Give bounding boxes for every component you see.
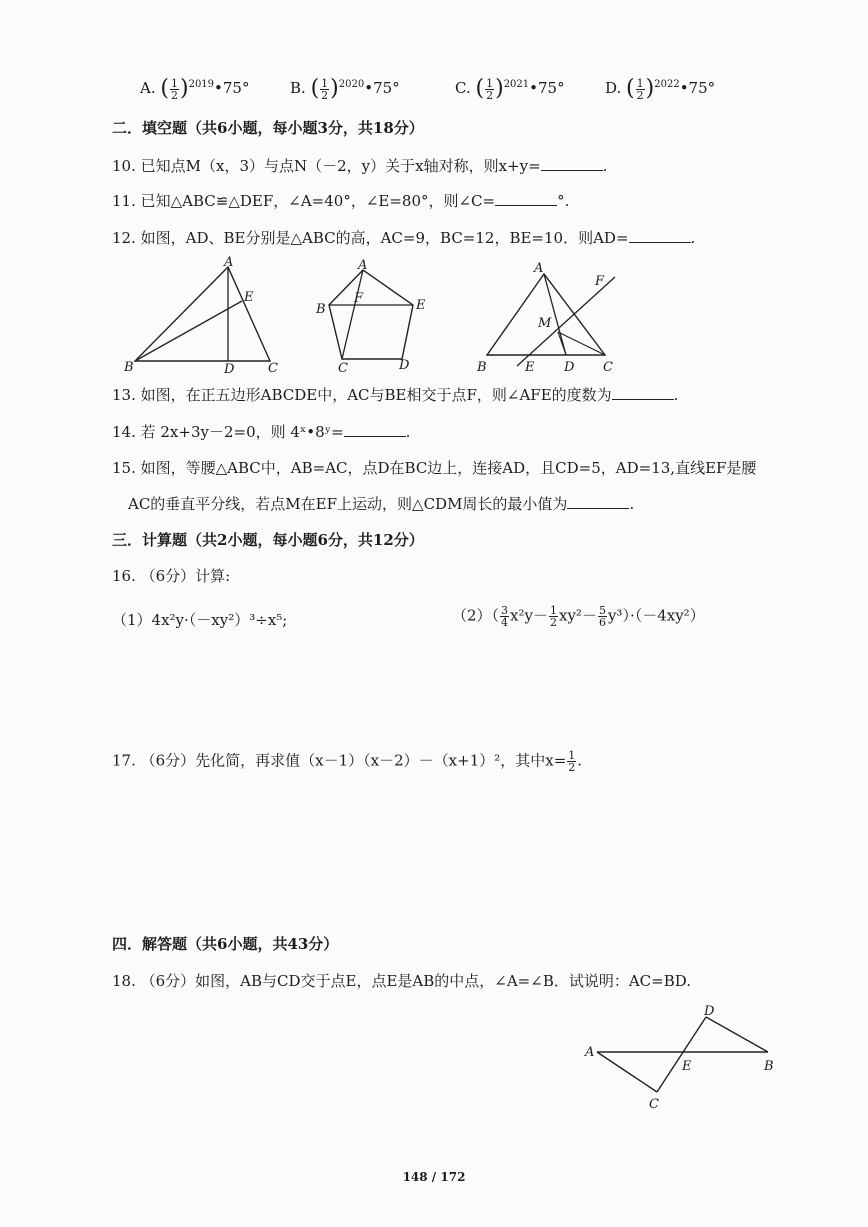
label-A: A <box>534 261 544 276</box>
question-text: 12. 如图，AD、BE分别是△ABC的高，AC=9，BC=12，BE=10．则AD= <box>112 229 629 247</box>
option-label: A. <box>140 79 156 97</box>
fraction: $\frac{1}{2}$ <box>321 76 329 102</box>
option-c: C. ( $\frac{1}{2}$ )$^{2021}$•75° <box>455 76 565 102</box>
label-D: D <box>564 360 575 375</box>
label-D: D <box>704 1004 715 1019</box>
option-tail: •75° <box>529 79 565 97</box>
option-tail: •75° <box>364 79 400 97</box>
question-11 <box>112 191 569 211</box>
option-label: B. <box>290 79 306 97</box>
label-D: D <box>224 362 235 377</box>
label-M: M <box>538 316 552 331</box>
section-title: 四．解答题（共6小题，共43分） <box>112 935 339 953</box>
label-A: A <box>224 255 234 270</box>
exponent: 2020 <box>338 79 365 90</box>
label-B: B <box>764 1059 774 1074</box>
term: y³）·（－4xy²） <box>607 606 705 625</box>
label-C: C <box>649 1097 659 1112</box>
option-tail: •75° <box>214 79 250 97</box>
option-tail: •75° <box>679 79 716 97</box>
fraction: $\frac{1}{2}$ <box>568 749 576 774</box>
section-title: 二．填空题（共6小题，每小题3分，共18分） <box>112 119 424 137</box>
option-d: D. ( $\frac{1}{2}$ )$^{2022}$•75° <box>605 76 716 102</box>
option-b: B. ( $\frac{1}{2}$ )$^{2020}$•75° <box>290 76 400 102</box>
question-text: 14. 若 2x+3y－2=0，则 4ˣ•8ʸ= <box>112 423 344 441</box>
fraction: $\frac{1}{2}$ <box>170 76 178 102</box>
question-15-line2 <box>128 494 634 514</box>
answer-blank[interactable] <box>344 422 406 437</box>
option-label: C. <box>455 79 471 97</box>
label-D: D <box>399 358 410 373</box>
question-12 <box>112 228 695 248</box>
label-B: B <box>477 360 487 375</box>
label-C: C <box>268 361 278 376</box>
question-end: . <box>690 229 696 247</box>
question-16: 16. （6分）计算: <box>112 567 231 585</box>
label-E: E <box>525 360 535 375</box>
label-C: C <box>603 360 613 375</box>
question-15-line1: 15. 如图，等腰△ABC中，AB=AC，点D在BC边上，连接AD，且CD=5，AD=13,直线EF是腰 <box>112 459 757 477</box>
part-head: （2）（ <box>452 606 500 625</box>
figure-pentagon <box>305 255 435 380</box>
question-end: °. <box>557 192 570 210</box>
question-text: 17. （6分）先化简，再求值（x－1）（x－2）－（x+1）²，其中x= <box>112 751 567 770</box>
fraction: $\frac{1}{2}$ <box>486 76 494 102</box>
question-end: . <box>673 386 679 404</box>
question-text: 10. 已知点M（x，3）与点N（－2，y）关于x轴对称，则x+y= <box>112 157 541 175</box>
question-16-part2 <box>452 605 705 628</box>
label-E: E <box>416 298 426 313</box>
figure-crossing-segments <box>575 1000 785 1115</box>
answer-blank[interactable] <box>495 191 557 206</box>
figure-triangle-heights <box>120 255 290 380</box>
option-a: A. ( $\frac{1}{2}$ )$^{2019}$•75° <box>140 76 250 102</box>
exponent: 2021 <box>503 79 530 90</box>
term: x²y－ <box>510 606 548 625</box>
fraction: $\frac{1}{2}$ <box>550 604 557 629</box>
label-B: B <box>316 302 326 317</box>
term: xy²－ <box>559 606 597 625</box>
question-18: 18. （6分）如图，AB与CD交于点E，点E是AB的中点，∠A=∠B．试说明：AC=BD. <box>112 972 692 990</box>
question-end: . <box>577 751 583 770</box>
question-text: AC的垂直平分线，若点M在EF上运动，则△CDM周长的最小值为 <box>128 495 568 513</box>
label-B: B <box>124 360 134 375</box>
exponent: 2019 <box>188 79 215 90</box>
answer-blank[interactable] <box>541 156 603 171</box>
question-end: . <box>405 423 411 441</box>
label-A: A <box>358 258 368 273</box>
question-text: 13. 如图，在正五边形ABCDE中，AC与BE相交于点F，则∠AFE的度数为 <box>112 386 612 404</box>
fraction: $\frac{5}{6}$ <box>598 604 606 629</box>
question-16-part1: （1）4x²y·（－xy²）³÷x⁵; <box>112 611 288 629</box>
question-end: . <box>602 157 608 175</box>
question-text: 11. 已知△ABC≌△DEF，∠A=40°，∠E=80°，则∠C= <box>112 192 496 210</box>
answer-blank[interactable] <box>629 228 691 243</box>
section-title: 三．计算题（共2小题，每小题6分，共12分） <box>112 531 424 549</box>
label-F: F <box>354 291 364 306</box>
question-13 <box>112 385 678 405</box>
label-F: F <box>595 274 605 289</box>
question-end: . <box>629 495 635 513</box>
label-E: E <box>682 1059 692 1074</box>
page-number: 148 / 172 <box>402 1170 466 1184</box>
answer-blank[interactable] <box>567 494 629 509</box>
exponent: 2022 <box>654 79 680 90</box>
label-C: C <box>338 361 348 376</box>
question-17 <box>112 750 582 773</box>
option-label: D. <box>605 79 622 97</box>
fraction: $\frac{3}{4}$ <box>501 604 509 629</box>
label-A: A <box>585 1045 595 1060</box>
question-14 <box>112 422 410 442</box>
figure-isosceles <box>465 255 635 380</box>
fraction: $\frac{1}{2}$ <box>636 76 644 102</box>
label-E: E <box>244 290 254 305</box>
answer-blank[interactable] <box>612 385 674 400</box>
question-10 <box>112 156 607 176</box>
